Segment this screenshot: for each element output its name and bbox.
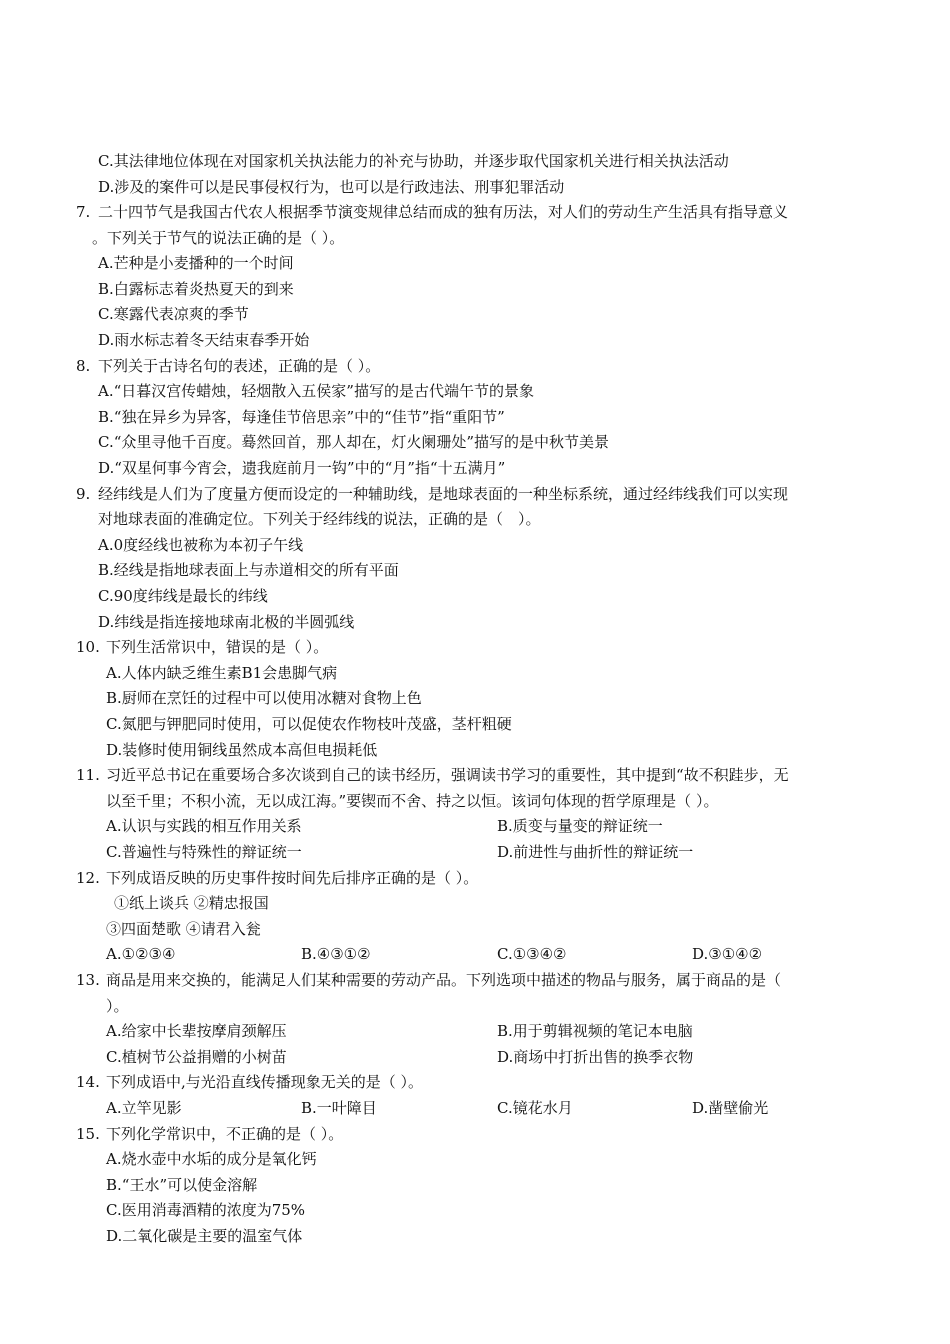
question-stem: 下列化学常识中，不正确的是（ ）。 (106, 1125, 344, 1143)
question-number: 8. (76, 357, 91, 375)
question-stem-continued: 以至千里；不积小流，无以成江海。”要锲而不舍、持之以恒。该词句体现的哲学原理是（ ）。 (106, 792, 719, 810)
question-number: 15. (76, 1125, 100, 1143)
question-stem: 习近平总书记在重要场合多次谈到自己的读书经历，强调读书学习的重要性，其中提到“故不积跬步，无 (106, 766, 789, 784)
option-a: A.“日暮汉宫传蜡烛，轻烟散入五侯家”描写的是古代端午节的景象 (98, 382, 534, 400)
option-d: D.凿壁偷光 (692, 1099, 769, 1117)
question-number: 9. (76, 485, 91, 503)
option-a: A.芒种是小麦播种的一个时间 (98, 254, 294, 272)
question-stem: 下列关于古诗名句的表述，正确的是（ ）。 (98, 357, 381, 375)
question-stem: 下列成语反映的历史事件按时间先后排序正确的是（ ）。 (106, 869, 479, 887)
question-stem: 商品是用来交换的，能满足人们某种需要的劳动产品。下列选项中描述的物品与服务，属于商品的是（ (106, 971, 782, 989)
question-stem: 下列生活常识中，错误的是（ ）。 (106, 638, 329, 656)
item-list-1: ①纸上谈兵 ②精忠报国 (114, 894, 269, 912)
item-list-2: ③四面楚歌 ④请君入瓮 (106, 920, 261, 938)
option-c: C.植树节公益捐赠的小树苗 (106, 1048, 287, 1066)
option-c: C.“众里寻他千百度。蓦然回首，那人却在，灯火阑珊处”描写的是中秋节美景 (98, 433, 610, 451)
option-a: A.①②③④ (106, 945, 176, 963)
option-c: C.氮肥与钾肥同时使用，可以促使农作物枝叶茂盛，茎杆粗硬 (106, 715, 512, 733)
option-a: A.0度经线也被称为本初子午线 (98, 536, 304, 554)
option-b: B.“独在异乡为异客，每逢佳节倍思亲”中的“佳节”指“重阳节” (98, 408, 505, 426)
question-number: 10. (76, 638, 100, 656)
option-b: B.白露标志着炎热夏天的到来 (98, 280, 294, 298)
question-stem-continued: 。下列关于节气的说法正确的是（ ）。 (92, 229, 345, 247)
option-c: C.医用消毒酒精的浓度为75% (106, 1201, 306, 1219)
option-b: B.“王水”可以使金溶解 (106, 1176, 258, 1194)
option-c: C.普遍性与特殊性的辩证统一 (106, 843, 302, 861)
option-b: B.厨师在烹饪的过程中可以使用冰糖对食物上色 (106, 689, 422, 707)
option-d: D.③①④② (692, 945, 763, 963)
option-d: D.二氧化碳是主要的温室气体 (106, 1227, 303, 1245)
option-c: C.90度纬线是最长的纬线 (98, 587, 268, 605)
option-c: C.①③④② (497, 945, 567, 963)
option-a: A.烧水壶中水垢的成分是氧化钙 (106, 1150, 317, 1168)
option-c: C.寒露代表凉爽的季节 (98, 305, 249, 323)
option-b: B.④③①② (301, 945, 371, 963)
carry-over-option-d: D.涉及的案件可以是民事侵权行为，也可以是行政违法、刑事犯罪活动 (98, 178, 565, 196)
option-d: D.装修时使用铜线虽然成本高但电损耗低 (106, 741, 378, 759)
option-b: B.经线是指地球表面上与赤道相交的所有平面 (98, 561, 399, 579)
option-d: D.商场中打折出售的换季衣物 (497, 1048, 694, 1066)
question-number: 14. (76, 1073, 100, 1091)
question-stem-continued: ）。 (106, 997, 129, 1015)
option-d: D.雨水标志着冬天结束春季开始 (98, 331, 310, 349)
question-number: 7. (76, 203, 91, 221)
option-d: D.纬线是指连接地球南北极的半圆弧线 (98, 613, 355, 631)
option-a: A.人体内缺乏维生素B1会患脚气病 (106, 664, 338, 682)
question-stem: 经纬线是人们为了度量方便而设定的一种辅助线，是地球表面的一种坐标系统，通过经纬线我们可以实现 (98, 485, 789, 503)
option-a: A.立竿见影 (106, 1099, 182, 1117)
question-number: 13. (76, 971, 100, 989)
option-a: A.认识与实践的相互作用关系 (106, 817, 302, 835)
option-a: A.给家中长辈按摩肩颈解压 (106, 1022, 287, 1040)
option-b: B.质变与量变的辩证统一 (497, 817, 663, 835)
option-b: B.用于剪辑视频的笔记本电脑 (497, 1022, 693, 1040)
option-b: B.一叶障目 (301, 1099, 377, 1117)
question-number: 11. (76, 766, 100, 784)
question-number: 12. (76, 869, 100, 887)
carry-over-option-c: C.其法律地位体现在对国家机关执法能力的补充与协助，并逐步取代国家机关进行相关执法活动 (98, 152, 729, 170)
option-d: D.“双星何事今宵会，遗我庭前月一钩”中的“月”指“十五满月” (98, 459, 506, 477)
question-stem: 二十四节气是我国古代农人根据季节演变规律总结而成的独有历法，对人们的劳动生产生活具有指导意义 (98, 203, 789, 221)
option-c: C.镜花水月 (497, 1099, 573, 1117)
question-stem: 下列成语中,与光沿直线传播现象无关的是（ ）。 (106, 1073, 424, 1091)
option-d: D.前进性与曲折性的辩证统一 (497, 843, 694, 861)
question-stem-continued: 对地球表面的准确定位。下列关于经纬线的说法，正确的是（ ）。 (98, 510, 541, 528)
